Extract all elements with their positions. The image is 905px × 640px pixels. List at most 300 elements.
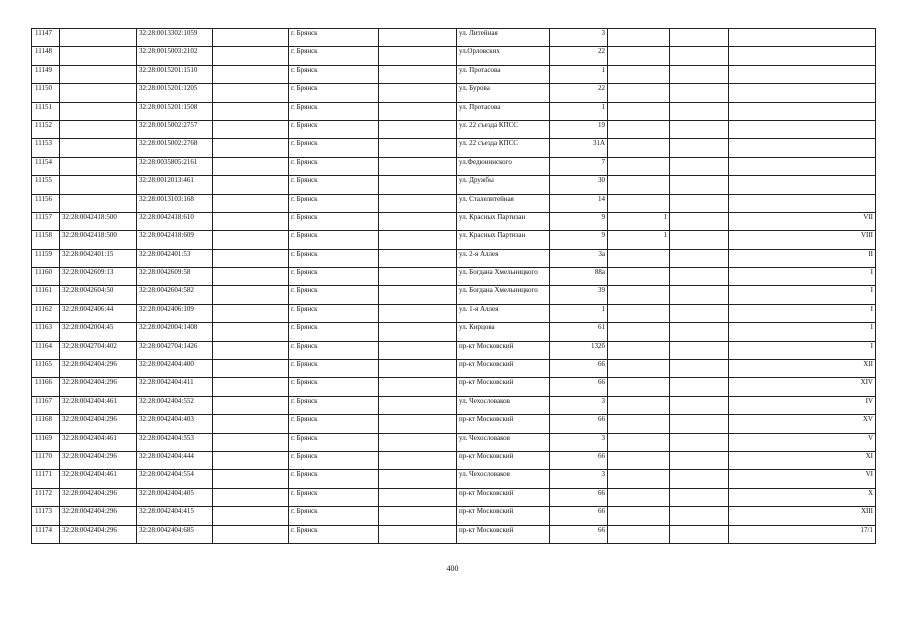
table-row: [32, 47, 876, 65]
cell-parcel-cadastral-number: 32:28:0042404:296: [60, 488, 137, 506]
cell-premises: [729, 65, 876, 83]
cell-premises: XIII: [729, 507, 876, 525]
cell-empty: [213, 47, 289, 65]
cell-record-number: 11170: [32, 451, 60, 469]
table-row: [32, 378, 876, 396]
table-row: [32, 341, 876, 359]
cell-empty: [670, 194, 729, 212]
cell-building: [608, 341, 670, 359]
table-row: [32, 286, 876, 304]
cell-object-cadastral-number: 32:28:0042401:53: [137, 249, 213, 267]
cell-empty: [379, 525, 457, 543]
cell-object-cadastral-number: 32:28:0042704:1426: [137, 341, 213, 359]
cell-house: 3: [550, 396, 608, 414]
cell-empty: [379, 323, 457, 341]
cell-premises: XIV: [729, 378, 876, 396]
cell-premises: VI: [729, 470, 876, 488]
cell-empty: [670, 249, 729, 267]
cell-record-number: 11160: [32, 268, 60, 286]
cell-house: 9: [550, 231, 608, 249]
cell-premises: 17/1: [729, 525, 876, 543]
cell-city: г. Брянск: [289, 396, 379, 414]
cell-empty: [379, 470, 457, 488]
cell-street: ул.Федюнинского: [457, 157, 550, 175]
cell-empty: [670, 341, 729, 359]
cell-building: [608, 415, 670, 433]
cell-record-number: 11173: [32, 507, 60, 525]
table-row: [32, 268, 876, 286]
page-number: 400: [446, 564, 459, 573]
cell-empty: [670, 120, 729, 138]
cell-record-number: 11153: [32, 139, 60, 157]
cell-record-number: 11169: [32, 433, 60, 451]
cell-house: 22: [550, 47, 608, 65]
cell-city: г. Брянск: [289, 120, 379, 138]
cell-empty: [670, 415, 729, 433]
cell-empty: [213, 378, 289, 396]
cell-empty: [213, 507, 289, 525]
cell-parcel-cadastral-number: 32:28:0042404:296: [60, 507, 137, 525]
cell-parcel-cadastral-number: 32:28:0042404:461: [60, 470, 137, 488]
cell-object-cadastral-number: 32:28:0012013:461: [137, 176, 213, 194]
table-row: [32, 102, 876, 120]
cell-record-number: 11152: [32, 120, 60, 138]
cell-empty: [379, 194, 457, 212]
cell-street: ул. Чехословаков: [457, 433, 550, 451]
cell-parcel-cadastral-number: [60, 102, 137, 120]
cell-empty: [213, 433, 289, 451]
cell-empty: [213, 360, 289, 378]
cell-record-number: 11172: [32, 488, 60, 506]
cell-object-cadastral-number: 32:28:0015002:2768: [137, 139, 213, 157]
cell-empty: [379, 286, 457, 304]
cell-house: 66: [550, 451, 608, 469]
table-row: [32, 488, 876, 506]
cell-street: ул. Красных Партизан: [457, 212, 550, 230]
cell-house: 66: [550, 378, 608, 396]
cell-empty: [670, 488, 729, 506]
cell-object-cadastral-number: 32:28:0035805:2161: [137, 157, 213, 175]
cell-empty: [379, 507, 457, 525]
cell-street: ул. Богдана Хмельницкого: [457, 286, 550, 304]
cell-building: [608, 176, 670, 194]
cell-empty: [379, 212, 457, 230]
cell-building: [608, 102, 670, 120]
cell-object-cadastral-number: 32:28:0042404:444: [137, 451, 213, 469]
cell-empty: [670, 360, 729, 378]
cell-house: 19: [550, 120, 608, 138]
cell-house: 1: [550, 65, 608, 83]
cell-building: [608, 249, 670, 267]
cell-empty: [670, 84, 729, 102]
cell-empty: [670, 212, 729, 230]
cell-street: ул. Протасова: [457, 102, 550, 120]
cell-house: 66: [550, 507, 608, 525]
cell-object-cadastral-number: 32:28:0015002:2757: [137, 120, 213, 138]
table-row: [32, 323, 876, 341]
cell-object-cadastral-number: 32:28:0042604:582: [137, 286, 213, 304]
cell-building: [608, 268, 670, 286]
cell-empty: [379, 139, 457, 157]
cell-building: 1: [608, 212, 670, 230]
cell-building: [608, 396, 670, 414]
cell-city: г. Брянск: [289, 415, 379, 433]
cell-premises: II: [729, 249, 876, 267]
cell-empty: [213, 194, 289, 212]
cell-house: 3: [550, 433, 608, 451]
cell-parcel-cadastral-number: 32:28:0042404:296: [60, 415, 137, 433]
cell-premises: XI: [729, 451, 876, 469]
cell-city: г. Брянск: [289, 249, 379, 267]
cell-empty: [379, 378, 457, 396]
cell-city: г. Брянск: [289, 470, 379, 488]
cell-object-cadastral-number: 32:28:0015201:1510: [137, 65, 213, 83]
cell-street: пр-кт Московский: [457, 378, 550, 396]
cell-building: [608, 304, 670, 322]
cell-object-cadastral-number: 32:28:0042406:109: [137, 304, 213, 322]
cell-record-number: 11148: [32, 47, 60, 65]
cell-city: г. Брянск: [289, 341, 379, 359]
cell-city: г. Брянск: [289, 304, 379, 322]
cell-premises: I: [729, 323, 876, 341]
cell-empty: [213, 157, 289, 175]
cell-empty: [213, 451, 289, 469]
cell-empty: [379, 249, 457, 267]
cell-object-cadastral-number: 32:28:0042404:415: [137, 507, 213, 525]
cell-object-cadastral-number: 32:28:0042404:553: [137, 433, 213, 451]
cell-record-number: 11165: [32, 360, 60, 378]
cell-house: 66: [550, 415, 608, 433]
cell-record-number: 11162: [32, 304, 60, 322]
cell-building: 1: [608, 231, 670, 249]
cell-building: [608, 194, 670, 212]
cell-empty: [379, 341, 457, 359]
cell-house: 1: [550, 304, 608, 322]
cell-empty: [213, 249, 289, 267]
cell-building: [608, 451, 670, 469]
cell-empty: [670, 102, 729, 120]
cell-empty: [213, 341, 289, 359]
cell-parcel-cadastral-number: [60, 139, 137, 157]
cell-premises: V: [729, 433, 876, 451]
cell-parcel-cadastral-number: 32:28:0042404:461: [60, 396, 137, 414]
cell-empty: [379, 433, 457, 451]
cell-street: пр-кт Московский: [457, 451, 550, 469]
cell-house: 66: [550, 488, 608, 506]
cell-empty: [379, 488, 457, 506]
cell-empty: [670, 176, 729, 194]
cell-empty: [213, 84, 289, 102]
cell-empty: [213, 304, 289, 322]
table-row: [32, 231, 876, 249]
cell-empty: [670, 65, 729, 83]
table-row: [32, 194, 876, 212]
table-row: [32, 304, 876, 322]
cell-city: г. Брянск: [289, 268, 379, 286]
cell-empty: [379, 231, 457, 249]
cell-empty: [213, 139, 289, 157]
cell-record-number: 11149: [32, 65, 60, 83]
cell-record-number: 11166: [32, 378, 60, 396]
cell-premises: XII: [729, 360, 876, 378]
cell-empty: [213, 525, 289, 543]
cell-street: ул. Чехословаков: [457, 396, 550, 414]
cell-building: [608, 139, 670, 157]
cell-object-cadastral-number: 32:28:0042418:609: [137, 231, 213, 249]
cell-building: [608, 433, 670, 451]
cell-premises: [729, 176, 876, 194]
cell-record-number: 11154: [32, 157, 60, 175]
cell-city: г. Брянск: [289, 231, 379, 249]
cell-premises: I: [729, 304, 876, 322]
cell-street: ул. Дружбы: [457, 176, 550, 194]
cell-parcel-cadastral-number: 32:28:0042401:15: [60, 249, 137, 267]
table-row: [32, 65, 876, 83]
cell-parcel-cadastral-number: [60, 29, 137, 47]
cell-empty: [379, 268, 457, 286]
cell-record-number: 11151: [32, 102, 60, 120]
cell-record-number: 11157: [32, 212, 60, 230]
cell-parcel-cadastral-number: 32:28:0042418:500: [60, 231, 137, 249]
cell-premises: [729, 194, 876, 212]
table-row: [32, 507, 876, 525]
cell-house: 14: [550, 194, 608, 212]
cell-house: 31А: [550, 139, 608, 157]
table-row: [32, 396, 876, 414]
cell-object-cadastral-number: 32:28:0042404:400: [137, 360, 213, 378]
cell-building: [608, 378, 670, 396]
cell-object-cadastral-number: 32:28:0013302:1059: [137, 29, 213, 47]
cell-building: [608, 29, 670, 47]
cell-empty: [379, 176, 457, 194]
cell-premises: [729, 47, 876, 65]
cell-empty: [670, 378, 729, 396]
cell-parcel-cadastral-number: [60, 176, 137, 194]
cell-empty: [670, 157, 729, 175]
cell-city: г. Брянск: [289, 29, 379, 47]
cell-empty: [670, 268, 729, 286]
cell-empty: [213, 120, 289, 138]
cell-city: г. Брянск: [289, 488, 379, 506]
cell-city: г. Брянск: [289, 286, 379, 304]
cell-empty: [213, 212, 289, 230]
cell-street: пр-кт Московский: [457, 525, 550, 543]
cell-street: ул. Бурова: [457, 84, 550, 102]
cell-parcel-cadastral-number: 32:28:0042404:296: [60, 378, 137, 396]
cell-parcel-cadastral-number: [60, 65, 137, 83]
table-row: [32, 360, 876, 378]
cell-city: г. Брянск: [289, 139, 379, 157]
table-row: [32, 433, 876, 451]
cell-record-number: 11171: [32, 470, 60, 488]
cell-street: ул. Чехословаков: [457, 470, 550, 488]
cell-empty: [379, 47, 457, 65]
cell-parcel-cadastral-number: 32:28:0042404:296: [60, 451, 137, 469]
cell-empty: [213, 415, 289, 433]
cell-premises: [729, 29, 876, 47]
cell-premises: [729, 157, 876, 175]
cell-street: пр-кт Московский: [457, 507, 550, 525]
cell-parcel-cadastral-number: 32:28:0042404:461: [60, 433, 137, 451]
cell-city: г. Брянск: [289, 525, 379, 543]
cell-record-number: 11156: [32, 194, 60, 212]
cell-object-cadastral-number: 32:28:0042404:405: [137, 488, 213, 506]
cell-empty: [213, 396, 289, 414]
cell-street: ул. 22 съезда КПСС: [457, 139, 550, 157]
cell-street: ул. Красных Партизан: [457, 231, 550, 249]
cell-house: 7: [550, 157, 608, 175]
cell-object-cadastral-number: 32:28:0013103:168: [137, 194, 213, 212]
cell-empty: [379, 304, 457, 322]
cell-premises: VIII: [729, 231, 876, 249]
cell-street: ул. Протасова: [457, 65, 550, 83]
cell-house: 22: [550, 84, 608, 102]
cell-empty: [213, 176, 289, 194]
cell-empty: [379, 65, 457, 83]
cell-house: 66: [550, 525, 608, 543]
cell-empty: [379, 102, 457, 120]
cell-empty: [213, 29, 289, 47]
cell-city: г. Брянск: [289, 323, 379, 341]
table-body: [32, 29, 876, 544]
cell-object-cadastral-number: 32:28:0042404:411: [137, 378, 213, 396]
cell-record-number: 11174: [32, 525, 60, 543]
cell-city: г. Брянск: [289, 84, 379, 102]
cell-street: пр-кт Московский: [457, 488, 550, 506]
table-row: [32, 29, 876, 47]
cell-empty: [213, 470, 289, 488]
cell-street: ул. 2-я Аллея: [457, 249, 550, 267]
cell-parcel-cadastral-number: 32:28:0042704:402: [60, 341, 137, 359]
cell-building: [608, 47, 670, 65]
cell-city: г. Брянск: [289, 507, 379, 525]
cell-object-cadastral-number: 32:28:0042004:1408: [137, 323, 213, 341]
cell-street: ул. Сталелитейная: [457, 194, 550, 212]
cell-building: [608, 488, 670, 506]
cell-city: г. Брянск: [289, 157, 379, 175]
cell-empty: [670, 451, 729, 469]
cell-house: 3а: [550, 249, 608, 267]
cell-record-number: 11147: [32, 29, 60, 47]
cell-premises: [729, 102, 876, 120]
table-row: [32, 415, 876, 433]
cell-building: [608, 525, 670, 543]
cell-street: ул. Богдана Хмельницкого: [457, 268, 550, 286]
cell-object-cadastral-number: 32:28:0015201:1205: [137, 84, 213, 102]
table-row: [32, 157, 876, 175]
cell-empty: [670, 525, 729, 543]
cell-empty: [670, 323, 729, 341]
cell-street: ул. Кирцова: [457, 323, 550, 341]
cell-premises: IV: [729, 396, 876, 414]
cell-city: г. Брянск: [289, 360, 379, 378]
cell-record-number: 11164: [32, 341, 60, 359]
cell-building: [608, 157, 670, 175]
registry-table: [31, 28, 876, 544]
cell-parcel-cadastral-number: 32:28:0042418:500: [60, 212, 137, 230]
cell-building: [608, 360, 670, 378]
cell-street: ул. 22 съезда КПСС: [457, 120, 550, 138]
cell-object-cadastral-number: 32:28:0042404:554: [137, 470, 213, 488]
cell-house: 3: [550, 470, 608, 488]
cell-building: [608, 65, 670, 83]
cell-object-cadastral-number: 32:28:0042404:685: [137, 525, 213, 543]
cell-empty: [670, 396, 729, 414]
cell-object-cadastral-number: 32:28:0015003:2102: [137, 47, 213, 65]
cell-parcel-cadastral-number: 32:28:0042004:45: [60, 323, 137, 341]
cell-city: г. Брянск: [289, 47, 379, 65]
table-row: [32, 249, 876, 267]
cell-empty: [670, 433, 729, 451]
cell-empty: [670, 29, 729, 47]
cell-parcel-cadastral-number: [60, 84, 137, 102]
cell-street: ул. 1-я Аллея: [457, 304, 550, 322]
table-row: [32, 451, 876, 469]
table-row: [32, 470, 876, 488]
cell-city: г. Брянск: [289, 378, 379, 396]
cell-parcel-cadastral-number: 32:28:0042404:296: [60, 360, 137, 378]
cell-parcel-cadastral-number: [60, 120, 137, 138]
cell-premises: X: [729, 488, 876, 506]
cell-building: [608, 507, 670, 525]
cell-empty: [670, 507, 729, 525]
cell-parcel-cadastral-number: [60, 194, 137, 212]
cell-empty: [379, 415, 457, 433]
cell-house: 61: [550, 323, 608, 341]
cell-city: г. Брянск: [289, 176, 379, 194]
table-row: [32, 120, 876, 138]
cell-street: пр-кт Московский: [457, 415, 550, 433]
register-sheet: [31, 28, 875, 544]
cell-parcel-cadastral-number: 32:28:0042604:50: [60, 286, 137, 304]
cell-street: ул. Литейная: [457, 29, 550, 47]
cell-object-cadastral-number: 32:28:0042404:403: [137, 415, 213, 433]
cell-building: [608, 84, 670, 102]
cell-empty: [670, 470, 729, 488]
cell-house: 3: [550, 29, 608, 47]
cell-empty: [379, 396, 457, 414]
cell-premises: [729, 84, 876, 102]
cell-empty: [213, 286, 289, 304]
cell-object-cadastral-number: 32:28:0015201:1508: [137, 102, 213, 120]
cell-premises: I: [729, 268, 876, 286]
cell-house: 66: [550, 360, 608, 378]
cell-empty: [213, 268, 289, 286]
cell-empty: [670, 286, 729, 304]
cell-empty: [670, 139, 729, 157]
cell-parcel-cadastral-number: 32:28:0042404:296: [60, 525, 137, 543]
cell-record-number: 11158: [32, 231, 60, 249]
cell-record-number: 11155: [32, 176, 60, 194]
cell-empty: [213, 488, 289, 506]
cell-house: 88а: [550, 268, 608, 286]
cell-parcel-cadastral-number: 32:28:0042406:44: [60, 304, 137, 322]
cell-record-number: 11150: [32, 84, 60, 102]
cell-empty: [379, 451, 457, 469]
cell-empty: [379, 84, 457, 102]
cell-empty: [213, 102, 289, 120]
cell-empty: [213, 231, 289, 249]
cell-premises: [729, 139, 876, 157]
cell-premises: I: [729, 341, 876, 359]
cell-building: [608, 470, 670, 488]
cell-empty: [379, 29, 457, 47]
cell-object-cadastral-number: 32:28:0042609:58: [137, 268, 213, 286]
cell-record-number: 11167: [32, 396, 60, 414]
cell-record-number: 11159: [32, 249, 60, 267]
cell-parcel-cadastral-number: 32:28:0042609:13: [60, 268, 137, 286]
cell-city: г. Брянск: [289, 451, 379, 469]
